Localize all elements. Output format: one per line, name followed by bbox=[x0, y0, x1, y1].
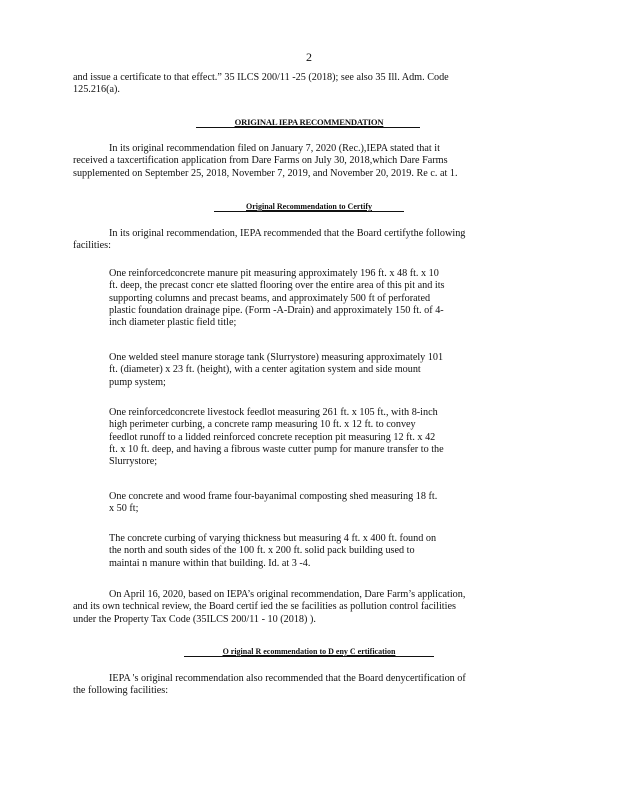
item-line: One reinforcedconcrete livestock feedlot measuring 261 ft. x 105 ft., with 8-inch bbox=[109, 407, 438, 418]
paragraph-line: In its original recommendation filed on January 7, 2020 (Rec.),IEPA stated that it bbox=[109, 143, 440, 154]
heading-rule bbox=[196, 127, 420, 128]
heading-rule bbox=[214, 211, 404, 212]
paragraph-line: and its own technical review, the Board certif ied the se facilities as pollution control facilities bbox=[73, 601, 456, 613]
paragraph-line: IEPA 's original recommendation also recommended that the Board denycertification of bbox=[109, 673, 466, 684]
item-line: supporting columns and precast beams, and approximately 500 ft of perforated bbox=[109, 292, 431, 304]
page-number: 2 bbox=[306, 50, 312, 64]
section-heading-recommendation-to-deny: O riginal R ecommendation to D eny C ertification bbox=[222, 647, 396, 656]
item-line: The concrete curbing of varying thickness but measuring 4 ft. x 400 ft. found on bbox=[109, 533, 437, 544]
paragraph-line: received a taxcertification application from Dare Farms on July 30, 2018,which Dare Farms bbox=[73, 155, 448, 167]
heading-rule bbox=[184, 656, 434, 657]
facility-item-feedlot bbox=[109, 407, 444, 468]
paragraph-board-certified bbox=[73, 589, 465, 626]
facility-item-composting-shed bbox=[109, 491, 437, 516]
section-heading-recommendation-to-certify: Original Recommendation to Certify bbox=[246, 202, 372, 211]
item-line: Slurrystore; bbox=[109, 456, 158, 468]
item-line: the north and south sides of the 100 ft. x 200 ft. solid pack building used to bbox=[109, 545, 415, 557]
item-line: One welded steel manure storage tank (Slurrystore) measuring approximately 101 bbox=[109, 352, 444, 363]
intro-line: 125.216(a). bbox=[73, 84, 120, 96]
item-line: x 50 ft; bbox=[109, 503, 139, 515]
paragraph-line: the following facilities: bbox=[73, 685, 169, 697]
item-line: ft. x 10 ft. deep, and having a fibrous waste cutter pump for manure transfer to the bbox=[109, 443, 444, 455]
item-line: One concrete and wood frame four-bayanimal composting shed measuring 18 ft. bbox=[109, 491, 438, 502]
item-line: high perimeter curbing, a concrete ramp measuring 10 ft. x 12 ft. to convey bbox=[109, 419, 416, 431]
paragraph-line: On April 16, 2020, based on IEPA’s original recommendation, Dare Farm’s application, bbox=[109, 589, 466, 600]
item-line: pump system; bbox=[109, 376, 166, 388]
item-line: inch diameter plastic field title; bbox=[109, 317, 237, 329]
item-line: maintai n manure within that building. Id. at 3 -4. bbox=[109, 557, 311, 569]
intro-line: and issue a certificate to that effect.” 35 ILCS 200/11 -25 (2018); see also 35 Ill. Adm. Code bbox=[73, 72, 449, 83]
item-line: One reinforcedconcrete manure pit measuring approximately 196 ft. x 48 ft. x 10 bbox=[109, 268, 439, 279]
item-line: plastic foundation drainage pipe. (Form -A-Drain) and approximately 150 ft. of 4- bbox=[109, 304, 444, 316]
paragraph-line: supplemented on September 25, 2018, November 7, 2019, and November 20, 2019. Re c. at 1. bbox=[73, 167, 458, 179]
section-heading-original-iepa-recommendation: ORIGINAL IEPA RECOMMENDATION bbox=[234, 117, 384, 127]
paragraph-line: In its original recommendation, IEPA recommended that the Board certifythe following bbox=[109, 228, 466, 239]
paragraph-line: facilities: bbox=[73, 240, 111, 252]
paragraph-recommended-facilities bbox=[73, 228, 465, 253]
item-line: ft. (diameter) x 23 ft. (height), with a center agitation system and side mount bbox=[109, 364, 421, 376]
paragraph-line: under the Property Tax Code (35ILCS 200/11 - 10 (2018) ). bbox=[73, 613, 316, 625]
facility-item-storage-tank bbox=[109, 352, 443, 389]
intro-paragraph bbox=[73, 72, 449, 97]
facility-item-concrete-curbing bbox=[109, 533, 436, 570]
paragraph-original-recommendation bbox=[73, 143, 458, 180]
facility-item-manure-pit bbox=[109, 268, 445, 329]
item-line: feedlot runoff to a lidded reinforced concrete reception pit measuring 12 ft. x 42 bbox=[109, 431, 436, 443]
item-line: ft. deep, the precast concr ete slatted flooring over the entire area of this pit and its bbox=[109, 280, 445, 292]
paragraph-deny-certification bbox=[73, 673, 466, 698]
